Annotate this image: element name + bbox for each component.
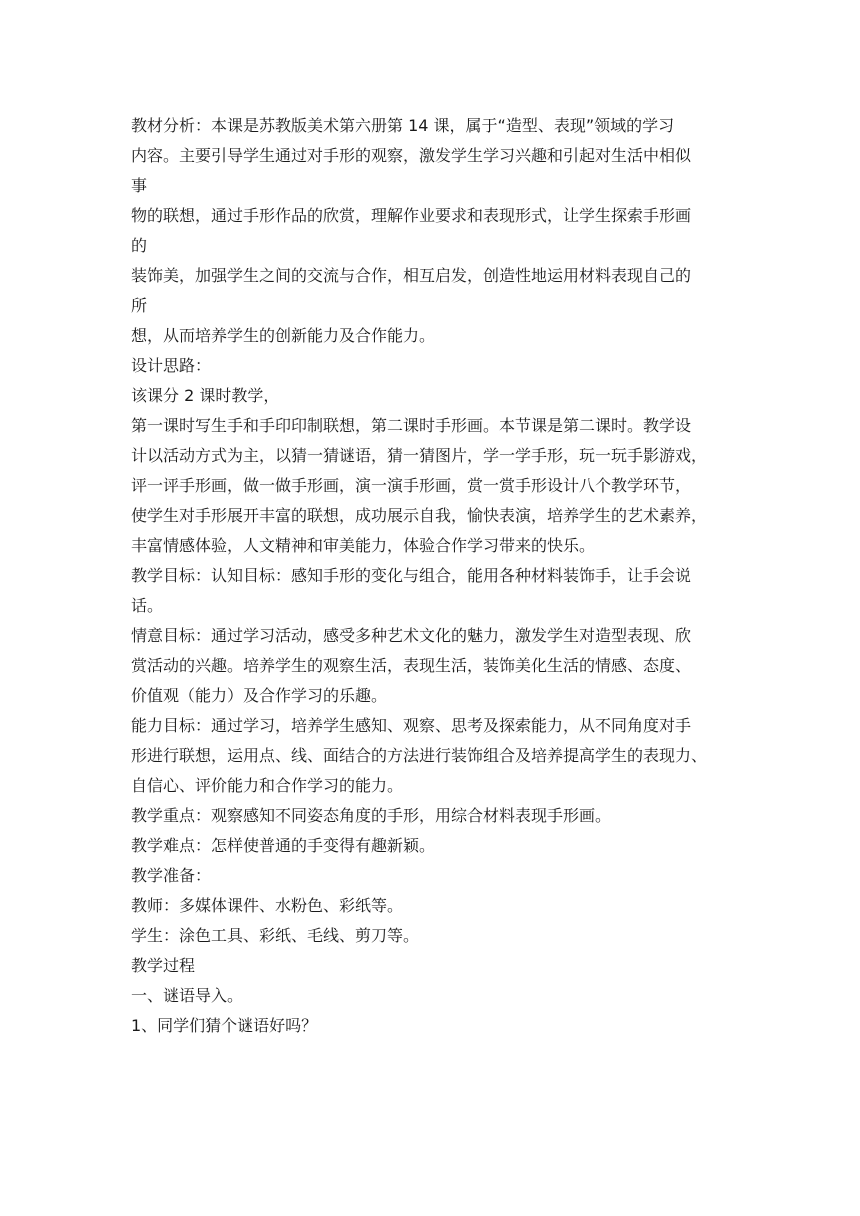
text-line: 想，从而培养学生的创新能力及合作能力。 xyxy=(131,326,436,345)
section-heading: 教学过程 xyxy=(131,956,196,975)
text-line: 教师：多媒体课件、水粉色、彩纸等。 xyxy=(131,896,404,915)
text-line: 装饰美，加强学生之间的交流与合作，相互启发，创造性地运用材料表现自己的 xyxy=(131,266,692,285)
text-line: 评一评手形画，做一做手形画，演一演手形画，赏一赏手形设计八个教学环节， xyxy=(131,476,692,495)
text-line: 教材分析：本课是苏教版美术第六册第 14 课，属于“造型、表现”领域的学习 xyxy=(131,116,675,135)
text-line: 自信心、评价能力和合作学习的能力。 xyxy=(131,776,404,795)
text-line: 情意目标：通过学习活动，感受多种艺术文化的魅力，激发学生对造型表现、欣 xyxy=(131,626,692,645)
text-line: 1、同学们猜个谜语好吗？ xyxy=(131,1016,318,1035)
text-line: 该课分 2 课时教学， xyxy=(131,386,280,405)
section-heading: 设计思路： xyxy=(131,356,212,375)
text-line: 价值观（能力）及合作学习的乐趣。 xyxy=(131,686,388,705)
text-line: 话。 xyxy=(131,596,164,615)
text-line: 的 xyxy=(131,236,148,255)
text-line: 内容。主要引导学生通过对手形的观察，激发学生学习兴趣和引起对生活中相似 xyxy=(131,146,692,165)
document-body xyxy=(131,111,731,1041)
text-line: 一、谜语导入。 xyxy=(131,986,244,1005)
text-line: 使学生对手形展开丰富的联想，成功展示自我，愉快表演，培养学生的艺术素养， xyxy=(131,506,708,525)
text-line: 能力目标：通过学习，培养学生感知、观察、思考及探索能力，从不同角度对手 xyxy=(131,716,692,735)
section-heading: 教学准备： xyxy=(131,866,212,885)
text-line: 学生：涂色工具、彩纸、毛线、剪刀等。 xyxy=(131,926,420,945)
text-line: 事 xyxy=(131,176,148,195)
text-line: 物的联想，通过手形作品的欣赏，理解作业要求和表现形式，让学生探索手形画 xyxy=(131,206,692,225)
text-line: 第一课时写生手和手印印制联想，第二课时手形画。本节课是第二课时。教学设 xyxy=(131,416,692,435)
text-line: 计以活动方式为主，以猜一猜谜语，猜一猜图片，学一学手形，玩一玩手影游戏， xyxy=(131,446,708,465)
text-line: 形进行联想，运用点、线、面结合的方法进行装饰组合及培养提高学生的表现力、 xyxy=(131,746,708,765)
section-heading: 教学目标：认知目标：感知手形的变化与组合，能用各种材料装饰手，让手会说 xyxy=(131,566,692,585)
text-line: 丰富情感体验，人文精神和审美能力，体验合作学习带来的快乐。 xyxy=(131,536,596,555)
text-line: 赏活动的兴趣。培养学生的观察生活，表现生活，装饰美化生活的情感、态度、 xyxy=(131,656,692,675)
text-line: 教学难点：怎样使普通的手变得有趣新颖。 xyxy=(131,836,436,855)
text-line: 教学重点：观察感知不同姿态角度的手形，用综合材料表现手形画。 xyxy=(131,806,612,825)
text-line: 所 xyxy=(131,296,148,315)
